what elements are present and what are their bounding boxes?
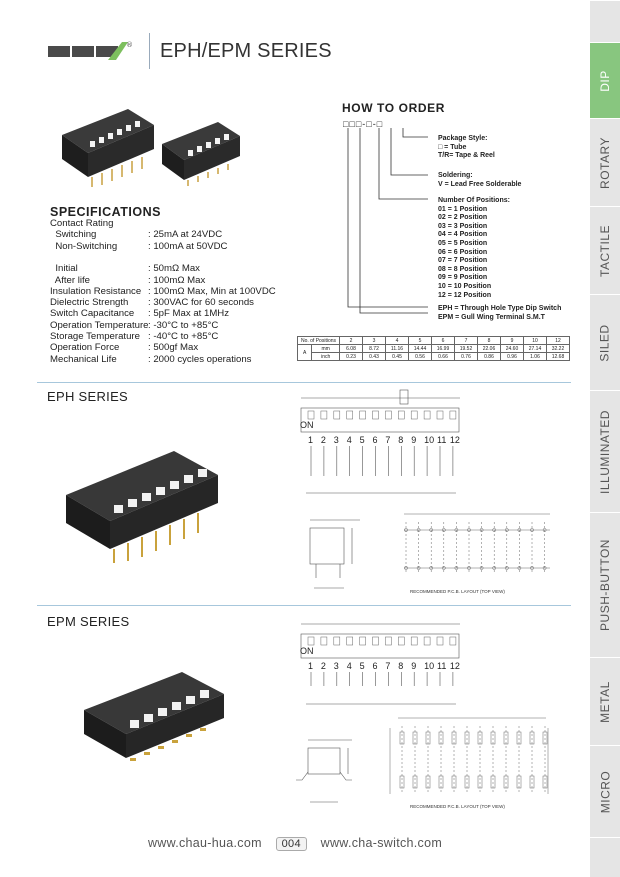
table-cell: 0.45 (386, 353, 409, 361)
eph-pcb-layout (380, 508, 566, 598)
type-label: EPH = Through Hole Type Dip Switch EPM = Gull Wing Terminal S.M.T (438, 305, 562, 321)
tab-dip[interactable]: DIP (590, 42, 620, 118)
position-option: 09 = 9 Position (438, 274, 488, 282)
table-header-cell: 9 (501, 337, 524, 345)
soldering-label: Soldering: V = Lead Free Solderable (438, 172, 522, 188)
spec-row (50, 331, 330, 342)
position-number: 7 (385, 661, 391, 671)
position-number: 1 (308, 661, 314, 671)
switch-actuator (411, 637, 417, 645)
switch-actuator (424, 411, 430, 419)
position-number: 5 (359, 661, 365, 671)
table-cell: 0.43 (363, 353, 386, 361)
position-option: 12 = 12 Position (438, 291, 492, 299)
table-header-cell: 8 (478, 337, 501, 345)
spec-key: Operation Force (50, 342, 120, 354)
switch-actuator (373, 411, 379, 419)
table-header-cell: 4 (386, 337, 409, 345)
spec-row (50, 308, 330, 319)
position-number: 5 (359, 435, 365, 445)
table-row-label: A (298, 345, 312, 361)
table-header-cell: 10 (524, 337, 547, 345)
spec-key: Initial (50, 263, 78, 275)
position-option: 03 = 3 Position (438, 222, 488, 230)
switch-actuator (321, 411, 327, 419)
tab-metal[interactable]: METAL (590, 657, 620, 745)
dimension-table (297, 336, 570, 361)
table-cell: 0.56 (409, 353, 432, 361)
spec-row (50, 229, 330, 240)
spec-value: : -40°C to +85°C (148, 331, 219, 342)
tab-illuminated[interactable]: ILLUMINATED (590, 390, 620, 512)
footer-site-1[interactable]: www.chau-hua.com (147, 836, 262, 850)
table-header-cell: No. of Positions (298, 337, 340, 345)
tab-blank (590, 0, 620, 42)
section-divider-epm (37, 605, 571, 606)
section-divider-eph (37, 382, 571, 383)
position-option: 07 = 7 Position (438, 257, 488, 265)
position-number: 9 (411, 435, 417, 445)
epm-on-label: ON (300, 646, 314, 656)
spec-value: : -30°C to +85°C (148, 319, 219, 331)
page-number: 004 (276, 837, 307, 851)
spec-key: Contact Rating (50, 218, 114, 229)
how-to-order-title: HOW TO ORDER (342, 101, 445, 115)
switch-actuator (450, 411, 456, 419)
position-number: 9 (411, 661, 417, 671)
table-header-cell: 7 (455, 337, 478, 345)
position-option: 05 = 5 Position (438, 239, 488, 247)
position-number: 11 (437, 661, 447, 671)
order-code-boxes: □□□-□-□ (343, 119, 384, 129)
switch-actuator (334, 637, 340, 645)
spec-value: : 5pF Max at 1MHz (148, 308, 230, 320)
spec-key: Operation Temperature (50, 319, 149, 331)
side-tab-bar (590, 0, 620, 877)
table-cell: 6.08 (340, 345, 363, 353)
spec-row (50, 218, 330, 229)
switch-actuator (360, 637, 366, 645)
package-style-label: Package Style: □ = Tube T/R= Tape & Reel (438, 135, 495, 160)
position-number: 2 (320, 661, 326, 671)
eph-pcb-caption: RECOMMENDED P.C.B. LAYOUT (TOP VIEW) (410, 589, 505, 594)
spec-value: : 300VAC for 60 seconds (148, 297, 254, 309)
spec-key: Non-Switching (50, 240, 118, 252)
spec-row (50, 354, 330, 365)
switch-actuator (437, 637, 443, 645)
eph-photo (62, 445, 222, 565)
cha-logo (48, 38, 140, 66)
tab-micro[interactable]: MICRO (590, 745, 620, 837)
table-header-cell: 5 (409, 337, 432, 345)
position-number: 10 (424, 435, 435, 445)
position-option: 01 = 1 Position (438, 205, 488, 213)
switch-actuator (347, 637, 353, 645)
switch-actuator (411, 411, 417, 419)
epm-side-view-drawing (290, 736, 370, 816)
position-option: 02 = 2 Position (438, 214, 488, 222)
page-title: EPH/EPM SERIES (160, 40, 332, 62)
table-cell: 16.99 (432, 345, 455, 353)
spec-row (50, 342, 330, 353)
spec-key: Storage Temperature (50, 331, 140, 342)
header-divider (149, 33, 150, 69)
epm-section-title: EPM SERIES (47, 614, 130, 629)
spec-key: After life (50, 274, 90, 286)
spec-value: : 25mA at 24VDC (148, 229, 223, 241)
spec-row (50, 263, 330, 274)
switch-actuator (334, 411, 340, 419)
table-cell: 22.06 (478, 345, 501, 353)
position-number: 8 (398, 435, 404, 445)
spec-value: : 100mΩ Max, Min at 100VDC (148, 285, 276, 297)
table-cell: 0.96 (501, 353, 524, 361)
epm-photo (80, 668, 230, 768)
footer (0, 836, 590, 851)
tab-siled[interactable]: SILED (590, 294, 620, 390)
table-unit-cell: mm (312, 345, 340, 353)
table-cell: 14.44 (409, 345, 432, 353)
spec-key: Switching (50, 229, 97, 241)
epm-pcb-layout (380, 712, 566, 812)
spec-value: : 50mΩ Max (148, 263, 200, 275)
table-cell: 12.68 (547, 353, 570, 361)
position-number: 4 (346, 435, 352, 445)
table-cell: 11.16 (386, 345, 409, 353)
switch-actuator (437, 411, 443, 419)
table-cell: 19.52 (455, 345, 478, 353)
spec-value: : 500gf Max (148, 342, 199, 354)
position-number: 8 (398, 661, 404, 671)
spec-value: : 100mΩ Max (148, 274, 206, 286)
spec-key: Dielectric Strength (50, 297, 129, 309)
epm-top-photo (160, 118, 242, 188)
table-header-cell: 12 (547, 337, 570, 345)
table-cell: 0.23 (340, 353, 363, 361)
position-option: 04 = 4 Position (438, 231, 488, 239)
table-cell: 0.66 (432, 353, 455, 361)
table-cell: 27.14 (524, 345, 547, 353)
position-number: 4 (346, 661, 352, 671)
switch-actuator (373, 637, 379, 645)
switch-actuator (398, 637, 404, 645)
tab-push-button[interactable]: PUSH-BUTTON (590, 512, 620, 657)
epm-top-view-drawing (294, 614, 474, 710)
position-number: 2 (320, 435, 326, 445)
spec-key: Mechanical Life (50, 353, 117, 365)
table-cell: 1.06 (524, 353, 547, 361)
spec-row (50, 320, 330, 331)
spec-row (50, 286, 330, 297)
table-header-cell: 2 (340, 337, 363, 345)
position-option: 10 = 10 Position (438, 282, 492, 290)
switch-actuator (398, 411, 404, 419)
registered-mark: ® (126, 41, 133, 49)
spec-row (50, 252, 330, 263)
eph-on-label: ON (300, 420, 314, 430)
switch-actuator (321, 637, 327, 645)
switch-actuator (450, 637, 456, 645)
spec-key: Switch Capacitance (50, 308, 135, 320)
switch-actuator (385, 411, 391, 419)
position-number: 12 (449, 661, 460, 671)
table-cell: 0.86 (478, 353, 501, 361)
eph-top-view-drawing (294, 388, 474, 498)
switch-actuator (308, 411, 314, 419)
position-number: 11 (437, 435, 447, 445)
switch-actuator (424, 637, 430, 645)
position-number: 10 (424, 661, 435, 671)
epm-pcb-caption: RECOMMENDED P.C.B. LAYOUT (TOP VIEW) (410, 804, 505, 809)
positions-label: Number Of Positions: 01 = 1 Position 02 = 2 Position 03 = 3 Position 04 = 4 Position 05 = 5 Position 06 = 6 Position 07 = 7 Position 08 = 8 Position 09 = 9 Position 10 = 10 Position 12 = 12 Position (438, 197, 510, 299)
spec-row (50, 275, 330, 286)
table-unit-cell: inch (312, 353, 340, 361)
table-cell: 0.76 (455, 353, 478, 361)
switch-actuator (385, 637, 391, 645)
table-cell: 24.60 (501, 345, 524, 353)
switch-actuator (308, 637, 314, 645)
table-cell: 32.22 (547, 345, 570, 353)
how-to-order-leader-lines (340, 125, 440, 315)
switch-actuator (360, 411, 366, 419)
spec-row (50, 297, 330, 308)
position-number: 3 (333, 661, 339, 671)
position-option: 06 = 6 Position (438, 248, 488, 256)
table-header-cell: 6 (432, 337, 455, 345)
eph-top-photo (58, 105, 158, 187)
position-number: 6 (372, 435, 378, 445)
spec-value: : 2000 cycles operations (148, 353, 252, 365)
position-number: 6 (372, 661, 378, 671)
specs-title: SPECIFICATIONS (50, 205, 161, 219)
eph-side-view-drawing (300, 514, 376, 594)
position-number: 12 (449, 435, 460, 445)
tab-tactile[interactable]: TACTILE (590, 206, 620, 294)
table-cell: 8.72 (363, 345, 386, 353)
tab-rotary[interactable]: ROTARY (590, 118, 620, 206)
position-number: 3 (333, 435, 339, 445)
tab-blank-bottom (590, 837, 620, 877)
eph-section-title: EPH SERIES (47, 389, 129, 404)
position-option: 08 = 8 Position (438, 265, 488, 273)
position-number: 7 (385, 435, 391, 445)
spec-key: Insulation Resistance (50, 285, 142, 297)
position-number: 1 (308, 435, 314, 445)
table-header-cell: 3 (363, 337, 386, 345)
switch-actuator (347, 411, 353, 419)
spec-row (50, 241, 330, 252)
footer-site-2[interactable]: www.cha-switch.com (320, 836, 443, 850)
spec-value: : 100mA at 50VDC (148, 240, 228, 252)
